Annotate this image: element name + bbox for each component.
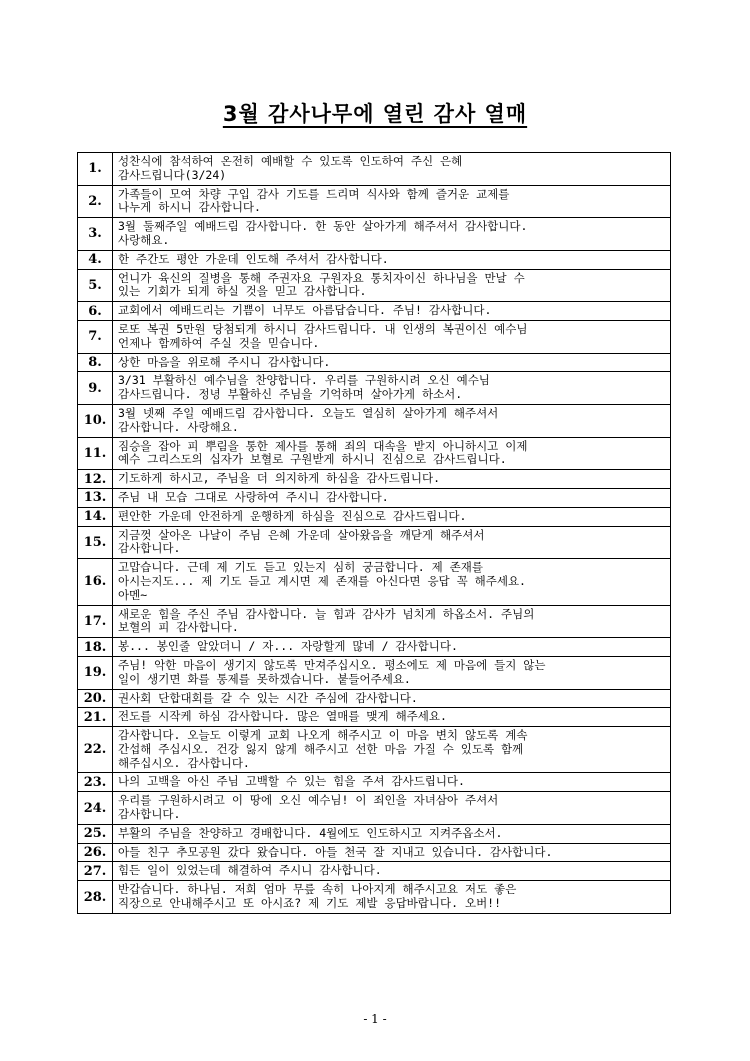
row-text: 권사회 단합대회를 갈 수 있는 시간 주심에 감사합니다.: [113, 689, 671, 708]
table-row: [78, 404, 671, 437]
row-text: 힘든 일이 있었는데 해결하여 주시니 감사합니다.: [113, 862, 671, 881]
row-text: 교회에서 예배드리는 기쁨이 너무도 아름답습니다. 주님! 감사합니다.: [113, 302, 671, 321]
table-row: [78, 488, 671, 507]
row-text: 한 주간도 평안 가운데 인도해 주셔서 감사합니다.: [113, 250, 671, 269]
gratitude-table: [77, 152, 671, 914]
page-title: 3월 감사나무에 열린 감사 열매: [222, 102, 528, 126]
row-number: 15.: [78, 526, 113, 559]
row-number: 11.: [78, 437, 113, 470]
row-number: 1.: [78, 153, 113, 186]
table-row: [78, 881, 671, 914]
row-number: 26.: [78, 843, 113, 862]
row-number: 10.: [78, 404, 113, 437]
table-row: [78, 526, 671, 559]
table-row: [78, 862, 671, 881]
row-number: 18.: [78, 638, 113, 657]
table-row: [78, 638, 671, 657]
table-row: [78, 824, 671, 843]
table-row: [78, 353, 671, 372]
row-number: 22.: [78, 727, 113, 773]
row-number: 21.: [78, 708, 113, 727]
row-text: 기도하게 하시고, 주님을 더 의지하게 하심을 감사드립니다.: [113, 470, 671, 489]
row-text: 성찬식에 참석하여 온전히 예배할 수 있도록 인도하여 주신 은혜 감사드립니다(3/24): [113, 153, 671, 186]
row-number: 4.: [78, 250, 113, 269]
table-row: [78, 689, 671, 708]
table-row: [78, 773, 671, 792]
table-row: [78, 792, 671, 825]
row-number: 25.: [78, 824, 113, 843]
row-number: 19.: [78, 656, 113, 689]
row-number: 9.: [78, 372, 113, 405]
table-row: [78, 656, 671, 689]
row-text: 새로운 힘을 주신 주님 감사합니다. 늘 힘과 감사가 넘치게 하옵소서. 주님의 보혈의 피 감사합니다.: [113, 605, 671, 638]
row-text: 주님! 악한 마음이 생기지 않도록 만져주십시오. 평소에도 제 마음에 들지 않는 일이 생기면 화를 통제를 못하겠습니다. 붙들어주세요.: [113, 656, 671, 689]
row-number: 16.: [78, 559, 113, 605]
row-text: 3월 둘째주일 예배드림 감사합니다. 한 동안 살아가게 해주셔서 감사합니다. 사랑해요.: [113, 218, 671, 251]
row-text: 봉... 봉인줄 알았더니 / 자... 자랑할게 많네 / 감사합니다.: [113, 638, 671, 657]
row-text: 우리를 구원하시려고 이 땅에 오신 예수님! 이 죄인을 자녀삼아 주셔서 감사합니다.: [113, 792, 671, 825]
row-text: 짐승을 잡아 피 뿌림을 통한 제사를 통해 죄의 대속을 받지 아니하시고 이제 예수 그리스도의 십자가 보혈로 구원받게 하시니 진심으로 감사드립니다.: [113, 437, 671, 470]
row-number: 7.: [78, 320, 113, 353]
table-row: [78, 372, 671, 405]
row-number: 12.: [78, 470, 113, 489]
table-row: [78, 269, 671, 302]
row-text: 3/31 부활하신 예수님을 찬양합니다. 우리를 구원하시려 오신 예수님 감사드립니다. 정녕 부활하신 주님을 기억하며 살아가게 하소서.: [113, 372, 671, 405]
table-row: [78, 302, 671, 321]
table-row: [78, 320, 671, 353]
row-text: 편안한 가운데 안전하게 운행하게 하심을 진심으로 감사드립니다.: [113, 507, 671, 526]
row-number: 3.: [78, 218, 113, 251]
table-row: [78, 153, 671, 186]
row-number: 17.: [78, 605, 113, 638]
row-text: 3월 넷째 주일 예배드림 감사합니다. 오늘도 열심히 살아가게 해주셔서 감사합니다. 사랑해요.: [113, 404, 671, 437]
gratitude-table-body: [78, 153, 671, 914]
row-text: 지금껏 살아온 나날이 주님 은혜 가운데 살아왔음을 깨닫게 해주셔서 감사합니다.: [113, 526, 671, 559]
row-number: 2.: [78, 185, 113, 218]
row-text: 아들 친구 추모공원 갔다 왔습니다. 아들 천국 잘 지내고 있습니다. 감사합니다.: [113, 843, 671, 862]
table-row: [78, 727, 671, 773]
row-text: 고맙습니다. 근데 제 기도 듣고 있는지 심히 궁금합니다. 제 존재를 아시는지도... 제 기도 듣고 계시면 제 존재를 아신다면 응답 꼭 해주세요. 아멘~: [113, 559, 671, 605]
row-text: 감사합니다. 오늘도 이렇게 교회 나오게 해주시고 이 마음 변치 않도록 계속 간섭해 주십시오. 건강 잃지 않게 해주시고 선한 마음 가질 수 있도록 함께 해주십시오. 감사합니다.: [113, 727, 671, 773]
row-number: 28.: [78, 881, 113, 914]
row-text: 전도를 시작케 하심 감사합니다. 많은 열매를 맺게 해주세요.: [113, 708, 671, 727]
row-number: 5.: [78, 269, 113, 302]
row-number: 13.: [78, 488, 113, 507]
table-row: [78, 605, 671, 638]
table-row: [78, 843, 671, 862]
row-number: 20.: [78, 689, 113, 708]
row-text: 나의 고백을 아신 주님 고백할 수 있는 힘을 주셔 감사드립니다.: [113, 773, 671, 792]
row-text: 반갑습니다. 하나님. 저희 엄마 무릎 속히 나아지게 해주시고요 저도 좋은 직장으로 안내해주시고 또 아시죠? 제 기도 제발 응답바랍니다. 오버!!: [113, 881, 671, 914]
row-text: 언니가 육신의 질병을 통해 주권자요 구원자요 통치자이신 하나님을 만날 수 있는 기회가 되게 하실 것을 믿고 감사합니다.: [113, 269, 671, 302]
row-text: 가족들이 모여 차량 구입 감사 기도를 드리며 식사와 함께 즐거운 교제를 나누게 하시니 감사합니다.: [113, 185, 671, 218]
table-row: [78, 437, 671, 470]
row-text: 로또 복권 5만원 당첨되게 하시니 감사드립니다. 내 인생의 복권이신 예수님 언제나 함께하여 주실 것을 믿습니다.: [113, 320, 671, 353]
table-row: [78, 470, 671, 489]
table-row: [78, 218, 671, 251]
row-number: 23.: [78, 773, 113, 792]
row-text: 부활의 주님을 찬양하고 경배합니다. 4월에도 인도하시고 지켜주옵소서.: [113, 824, 671, 843]
page-number: - 1 -: [363, 1012, 387, 1026]
row-text: 주님 내 모습 그대로 사랑하여 주시니 감사합니다.: [113, 488, 671, 507]
table-row: [78, 185, 671, 218]
row-number: 8.: [78, 353, 113, 372]
row-number: 6.: [78, 302, 113, 321]
row-number: 24.: [78, 792, 113, 825]
table-row: [78, 559, 671, 605]
row-number: 14.: [78, 507, 113, 526]
table-row: [78, 507, 671, 526]
table-row: [78, 250, 671, 269]
row-text: 상한 마음을 위로해 주시니 감사합니다.: [113, 353, 671, 372]
table-row: [78, 708, 671, 727]
row-number: 27.: [78, 862, 113, 881]
